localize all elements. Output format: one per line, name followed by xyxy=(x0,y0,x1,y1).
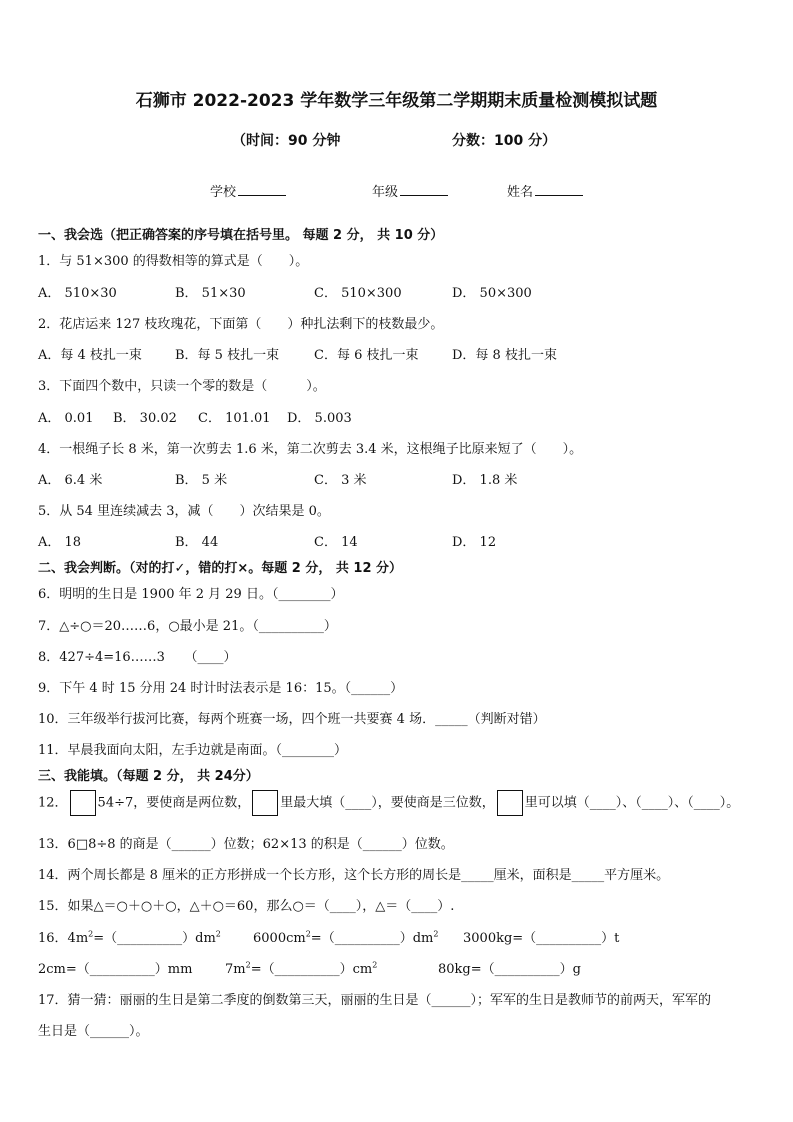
q16-a-value: 4m xyxy=(67,931,89,946)
grade-label: 年级 xyxy=(372,185,399,200)
question-12 xyxy=(38,790,739,817)
question-6: 6．明明的生日是 1900 年 2 月 29 日。（________） xyxy=(38,587,344,602)
q16-part-f[interactable]: 80kg=（__________）g xyxy=(438,962,581,977)
q12-box-2[interactable] xyxy=(252,790,278,816)
q12-box-1[interactable] xyxy=(70,790,96,816)
q5-option-b[interactable]: B． 44 xyxy=(175,535,219,550)
exam-score: 分数：100 分） xyxy=(452,133,557,149)
name-label: 姓名 xyxy=(507,185,534,200)
question-7: 7．△÷○＝20……6，○最小是 21。（__________） xyxy=(38,619,337,634)
grade-blank[interactable] xyxy=(400,182,448,196)
question-1: 1．与 51×300 的得数相等的算式是（ ）。 xyxy=(38,254,309,269)
q16-e-unit-sup: 2 xyxy=(372,960,378,970)
q12-number: 12． xyxy=(38,795,68,811)
question-10: 10．三年级举行拔河比赛，每两个班赛一场，四个班一共要赛 4 场．_____（判断对错） xyxy=(38,712,546,727)
question-11: 11．早晨我面向太阳，左手边就是南面。（________） xyxy=(38,743,348,758)
question-9: 9．下午 4 时 15 分用 24 时计时法表示是 16：15。（______） xyxy=(38,681,404,696)
q16-b-unit-sup: 2 xyxy=(433,929,439,939)
q3-option-b[interactable]: B． 30.02 xyxy=(113,411,177,426)
q2-option-b[interactable]: B．每 5 枝扎一束 xyxy=(175,348,280,363)
question-4: 4．一根绳子长 8 米，第一次剪去 1.6 米，第二次剪去 3.4 米，这根绳子比原来短了（ ）。 xyxy=(38,442,583,457)
question-13: 13．6□8÷8 的商是（______）位数；62×13 的积是（______）位数。 xyxy=(38,837,454,852)
q5-option-d[interactable]: D． 12 xyxy=(452,535,497,550)
q4-option-a[interactable]: A． 6.4 米 xyxy=(38,473,103,488)
question-17-line-1: 17．猜一猜：丽丽的生日是第二季度的倒数第三天，丽丽的生日是（______）；军军的生日是教师节的前两天，军军的 xyxy=(38,993,712,1008)
grade-field[interactable] xyxy=(372,181,448,200)
q16-part-a xyxy=(38,927,221,946)
q4-option-d[interactable]: D． 1.8 米 xyxy=(452,473,518,488)
q16-part-c[interactable]: 3000kg=（__________）t xyxy=(463,931,620,946)
q3-option-c[interactable]: C． 101.01 xyxy=(198,411,271,426)
q12-text-2: 里最大填（____），要使商是三位数， xyxy=(280,795,495,811)
q16-e-value: 7m xyxy=(225,962,246,977)
q12-box-3[interactable] xyxy=(497,790,523,816)
q5-option-c[interactable]: C． 14 xyxy=(314,535,358,550)
q16-e-blank[interactable]: =（__________）cm xyxy=(250,962,373,977)
q1-option-c[interactable]: C． 510×300 xyxy=(314,286,402,301)
section-3-heading: 三、我能填。（每题 2 分， 共 24分） xyxy=(38,769,259,784)
name-field[interactable] xyxy=(507,181,583,200)
question-17-line-2: 生日是（______）。 xyxy=(38,1024,149,1039)
school-blank[interactable] xyxy=(238,182,286,196)
q16-b-value: 6000cm xyxy=(253,931,306,946)
q16-b-blank[interactable]: =（__________）dm xyxy=(310,931,434,946)
question-2: 2．花店运来 127 枝玫瑰花，下面第（ ）种扎法剩下的枝数最少。 xyxy=(38,317,444,332)
q16-part-e xyxy=(225,958,377,977)
q12-text-1: 54÷7，要使商是两位数， xyxy=(97,795,251,811)
question-15: 15．如果△＝○＋○＋○，△＋○＝60，那么○＝（____），△＝（____）. xyxy=(38,899,455,914)
question-5: 5．从 54 里连续减去 3，减（ ）次结果是 0。 xyxy=(38,504,330,519)
q5-option-a[interactable]: A． 18 xyxy=(38,535,82,550)
q16-a-blank[interactable]: =（__________）dm xyxy=(93,931,216,946)
q16-part-d[interactable]: 2cm=（__________）mm xyxy=(38,962,193,977)
question-8: 8．427÷4=16……3 （____） xyxy=(38,650,237,665)
q2-option-a[interactable]: A．每 4 枝扎一束 xyxy=(38,348,142,363)
q12-text-3: 里可以填（____）、（____）、（____）。 xyxy=(524,795,740,811)
question-14: 14．两个周长都是 8 厘米的正方形拼成一个长方形，这个长方形的周长是_____厘米，面积是_____平方厘米。 xyxy=(38,868,670,883)
q2-option-d[interactable]: D．每 8 枝扎一束 xyxy=(452,348,557,363)
question-3: 3．下面四个数中，只读一个零的数是（ ）。 xyxy=(38,379,326,394)
school-field[interactable] xyxy=(210,181,286,200)
q16-part-b xyxy=(253,927,438,946)
section-2-heading: 二、我会判断。（对的打✓，错的打×。每题 2 分， 共 12 分） xyxy=(38,561,403,576)
page-title: 石狮市 2022-2023 学年数学三年级第二学期期末质量检测模拟试题 xyxy=(135,91,658,111)
q2-option-c[interactable]: C．每 6 枝扎一束 xyxy=(314,348,419,363)
exam-time: （时间：90 分钟 xyxy=(232,133,341,149)
q1-option-d[interactable]: D． 50×300 xyxy=(452,286,532,301)
school-label: 学校 xyxy=(210,185,237,200)
q4-option-b[interactable]: B． 5 米 xyxy=(175,473,228,488)
q16-number: 16． xyxy=(38,931,68,946)
q3-option-a[interactable]: A． 0.01 xyxy=(38,411,94,426)
q1-option-b[interactable]: B． 51×30 xyxy=(175,286,246,301)
name-blank[interactable] xyxy=(535,182,583,196)
q4-option-c[interactable]: C． 3 米 xyxy=(314,473,367,488)
q16-e-sup: 2 xyxy=(245,960,251,970)
q3-option-d[interactable]: D． 5.003 xyxy=(287,411,352,426)
section-1-heading: 一、我会选（把正确答案的序号填在括号里。 每题 2 分， 共 10 分） xyxy=(38,228,444,243)
q16-a-sup: 2 xyxy=(88,929,94,939)
q1-option-a[interactable]: A． 510×30 xyxy=(38,286,117,301)
q16-a-unit-sup: 2 xyxy=(215,929,221,939)
q16-b-sup: 2 xyxy=(305,929,311,939)
